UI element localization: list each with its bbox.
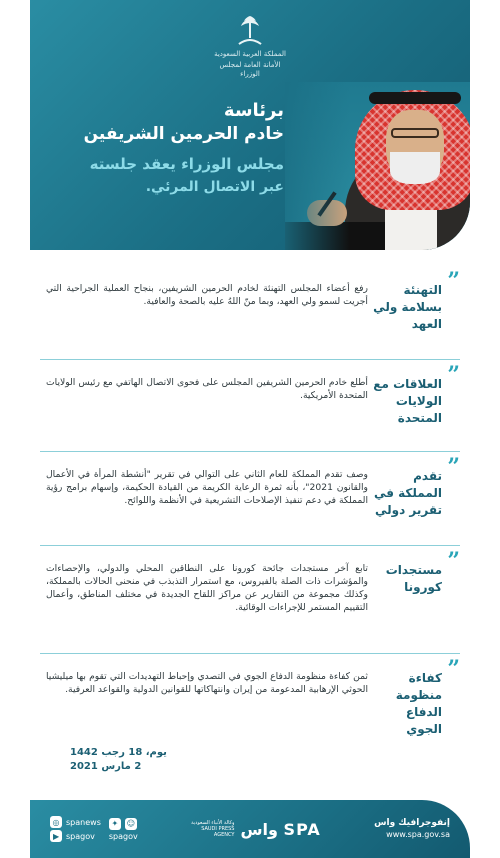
list-item	[40, 454, 460, 546]
item-text: رفع أعضاء المجلس التهنئة لخادم الحرمين الشريفين، بنجاح العملية الجراحية التي أجريت لسمو ولي العهد، وبما منّ اللهُ عليه بالصحة والعافية.	[46, 283, 368, 307]
youtube-icon[interactable]: ▶	[50, 830, 62, 842]
saudi-emblem	[210, 14, 290, 79]
emblem-text-line2: الأمانة العامة لمجلس الوزراء	[219, 61, 281, 78]
social-handle-spanews[interactable]: spanews	[66, 817, 101, 827]
item-title: تقدم المملكة في تقرير دولي	[373, 469, 442, 517]
item-text: ثمن كفاءة منظومة الدفاع الجوي في التصدي وإحباط التهديدات التي تقوم بها ميليشيا الحوثي الإرهابية المدعومة من إيران وانتهاكاتها للقوانين الدولية والقواعد العرفية.	[46, 671, 368, 695]
item-text: أطلع خادم الحرمين الشريفين المجلس على فحوى الاتصال الهاتفي مع رئيس الولايات المتحدة الأمريكية.	[46, 377, 368, 401]
item-title: مستجدات كورونا	[385, 563, 442, 594]
date-block	[70, 746, 190, 774]
subtitle-line1: مجلس الوزراء يعقد جلسته	[89, 155, 284, 173]
brand-line: إنفوجرافيك واس	[374, 818, 450, 828]
palm-swords-emblem-icon	[233, 14, 267, 48]
quote-icon: ”	[447, 454, 460, 480]
list-item	[40, 548, 460, 654]
list-item	[40, 362, 460, 452]
title-line1: برئاسة	[223, 100, 284, 121]
item-text: وصف تقدم المملكة للعام الثاني على التوالي في تقرير "أنشطة المرأة في الأعمال والقانون 2021"، بأنه ثمرة الرعاية الكريمة من القيادة الحكيمة، وإسهام برامج رؤية المملكة في دعم تنفيذ الإصلاحات التشريعية في الأنظمة واللوائح.	[46, 469, 368, 506]
date-hijri: يوم، 18 رجب 1442	[70, 747, 167, 758]
instagram-icon[interactable]: ◎	[50, 816, 62, 828]
quote-icon: ”	[447, 548, 460, 574]
twitter-icon[interactable]: ✦	[109, 818, 121, 830]
item-title: التهنئة بسلامة ولي العهد	[373, 283, 442, 331]
list-item	[40, 268, 460, 360]
spa-logo	[191, 820, 321, 839]
item-text: تابع آخر مستجدات جائحة كورونا على النطاقين المحلي والدولي، والإحصاءات والمؤشرات ذات الصلة بالفيروس، مع استمرار التذبذب في منحنى الحالات بالمملكة، وكذلك مجموعة من التقارير عن مراكز اللقاح الجديدة في مختلف المناطق، وأعمال التقييم المستمر للإجراءات الوقائية.	[46, 563, 368, 613]
header-banner	[30, 0, 470, 250]
decisions-list	[40, 268, 460, 740]
title-line2: خادم الحرمين الشريفين	[83, 124, 284, 144]
date-gregorian: 2 مارس 2021	[70, 761, 142, 772]
emblem-text-line1: المملكة العربية السعودية	[214, 50, 286, 58]
header-title-block	[44, 100, 284, 198]
social-handle-spagov-2[interactable]: spagov	[66, 831, 95, 841]
quote-icon: ”	[447, 268, 460, 294]
spa-logo-mark: واس SPA	[240, 819, 321, 839]
social-handle-spagov[interactable]: spagov	[108, 831, 138, 841]
quote-icon: ”	[447, 656, 460, 682]
snapchat-icon[interactable]: ☺	[126, 819, 136, 828]
subtitle-line2: عبر الاتصال المرئي.	[145, 179, 284, 195]
spa-english-line2: AGENCY	[213, 832, 235, 838]
king-photo	[285, 82, 470, 250]
footer-brand	[374, 818, 450, 840]
footer-bar	[30, 800, 470, 858]
item-title: كفاءة منظومة الدفاع الجوي	[395, 671, 442, 736]
social-links	[50, 816, 138, 842]
website-link[interactable]: www.spa.gov.sa	[386, 830, 450, 839]
spa-arabic-name: وكالة الأنباء السعودية	[191, 820, 235, 826]
item-title: العلاقات مع الولايات المتحدة	[373, 377, 442, 425]
list-item	[40, 656, 460, 740]
spa-english-line1: SAUDI PRESS	[201, 826, 235, 832]
quote-icon: ”	[447, 362, 460, 388]
